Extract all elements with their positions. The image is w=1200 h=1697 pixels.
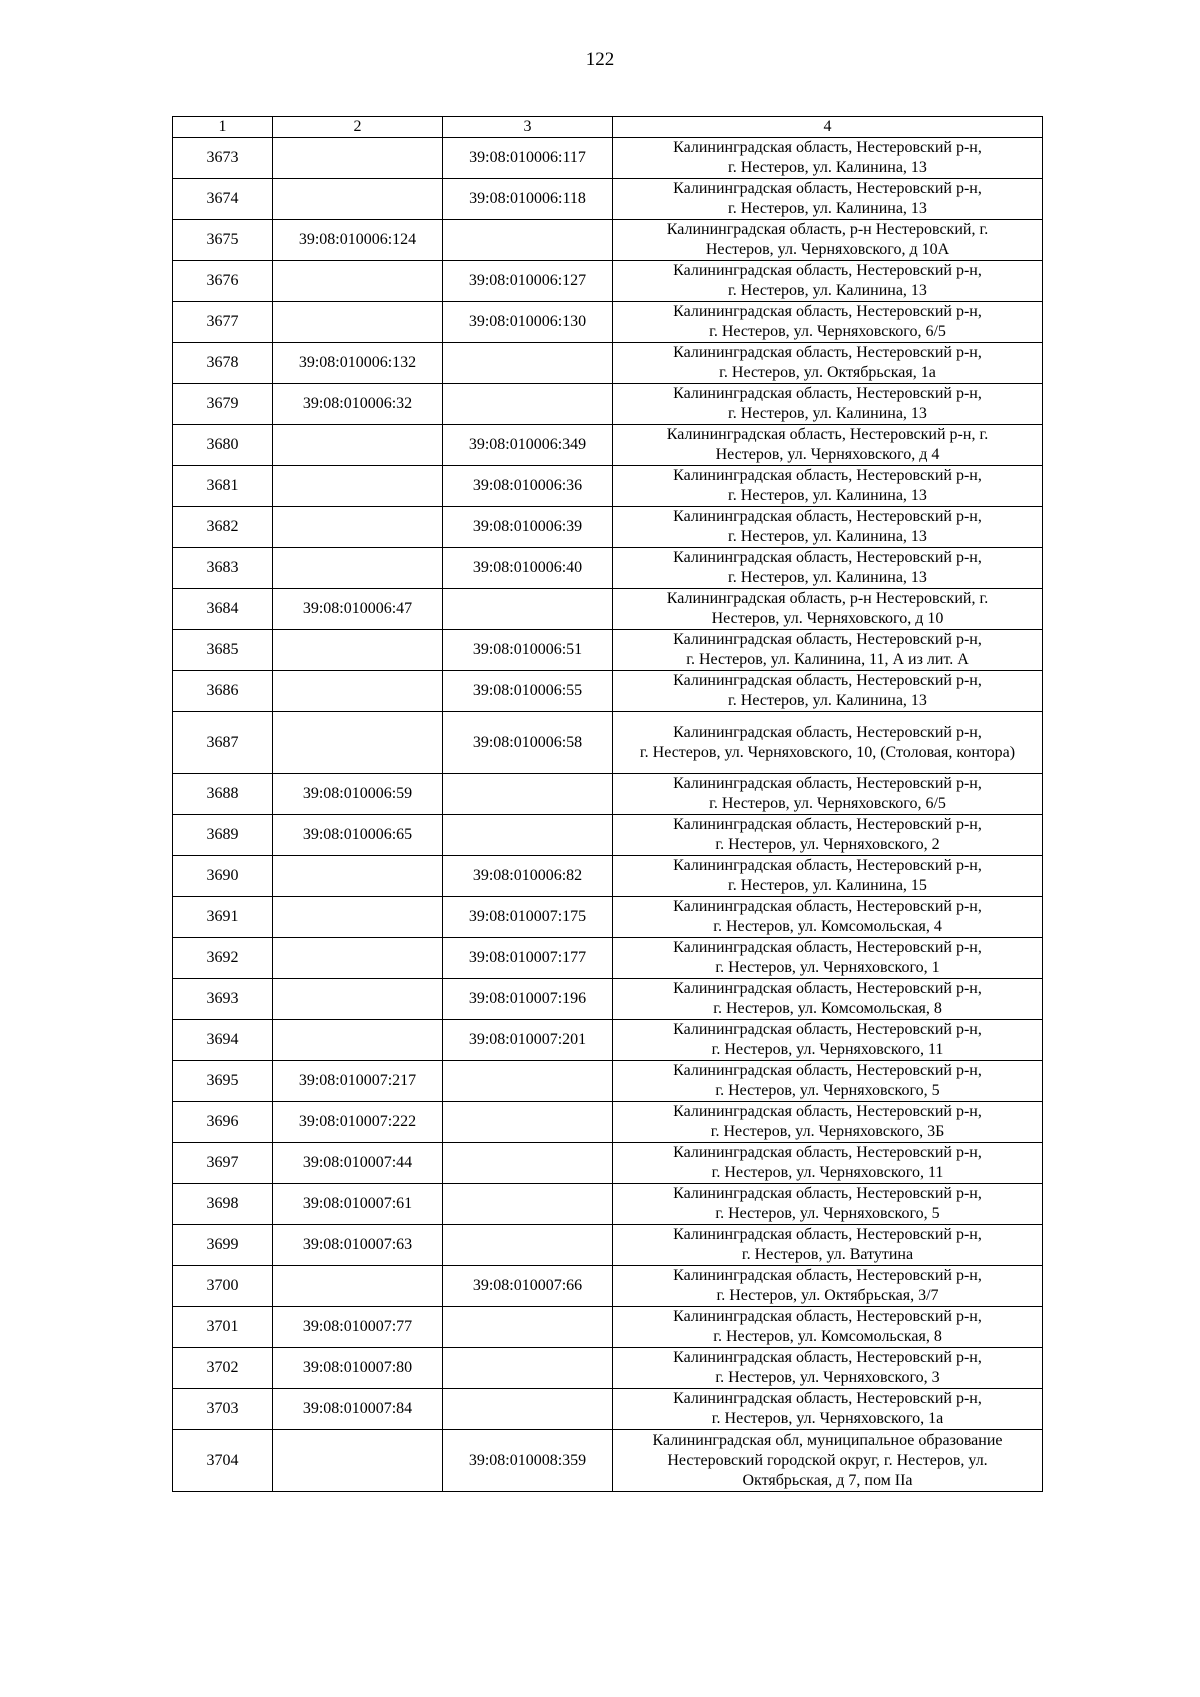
row-number-cell: 3690 (173, 856, 273, 897)
cadastral-number-cell: 39:08:010008:359 (443, 1430, 613, 1492)
column-2-cell: 39:08:010007:77 (273, 1307, 443, 1348)
address-line: г. Нестеров, ул. Калинина, 13 (728, 282, 927, 299)
table-row (173, 1061, 1043, 1102)
address-line: Калининградская область, р-н Нестеровский, г. (666, 221, 989, 238)
table-row (173, 979, 1043, 1020)
column-header-3: 3 (443, 117, 613, 138)
address-line: г. Нестеров, ул. Калинина, 13 (728, 692, 927, 709)
column-2-cell: 39:08:010006:32 (273, 384, 443, 425)
address-line: Калининградская область, Нестеровский р-н, (673, 1144, 982, 1161)
address-cell (613, 897, 1043, 938)
table-header (173, 117, 1043, 138)
address-line: Калининградская область, Нестеровский р-н, (673, 723, 982, 741)
address-line: Калининградская область, Нестеровский р-н, (673, 467, 982, 484)
cadastral-number-cell: 39:08:010007:175 (443, 897, 613, 938)
address-line: г. Нестеров, ул. Калинина, 13 (728, 200, 927, 217)
column-2-cell (273, 938, 443, 979)
address-line: г. Нестеров, ул. Калинина, 13 (728, 569, 927, 586)
column-2-cell: 39:08:010006:132 (273, 343, 443, 384)
column-2-cell (273, 712, 443, 774)
column-2-cell (273, 179, 443, 220)
table-row (173, 856, 1043, 897)
address-line: Калининградская область, Нестеровский р-н, (673, 1062, 982, 1079)
table-row (173, 220, 1043, 261)
address-cell (613, 1061, 1043, 1102)
column-2-cell (273, 1266, 443, 1307)
table-row (173, 1430, 1043, 1492)
row-number-cell: 3678 (173, 343, 273, 384)
address-cell (613, 343, 1043, 384)
column-2-cell: 39:08:010007:222 (273, 1102, 443, 1143)
address-cell (613, 938, 1043, 979)
cadastral-number-cell: 39:08:010006:39 (443, 507, 613, 548)
table-row (173, 261, 1043, 302)
registry-table (172, 116, 1043, 1492)
address-line: Калининградская область, Нестеровский р-н, (673, 1103, 982, 1120)
address-cell (613, 179, 1043, 220)
cadastral-number-cell: 39:08:010006:130 (443, 302, 613, 343)
row-number-cell: 3680 (173, 425, 273, 466)
address-line: Калининградская область, Нестеровский р-н, (673, 139, 982, 156)
address-cell (613, 856, 1043, 897)
table-row (173, 589, 1043, 630)
cadastral-number-cell: 39:08:010006:55 (443, 671, 613, 712)
address-line: Калининградская область, Нестеровский р-н, (673, 262, 982, 279)
table-row (173, 1348, 1043, 1389)
address-line: г. Нестеров, ул. Калинина, 11, А из лит. А (686, 651, 969, 668)
cadastral-number-cell: 39:08:010007:66 (443, 1266, 613, 1307)
row-number-cell: 3676 (173, 261, 273, 302)
table-row (173, 938, 1043, 979)
cadastral-number-cell (443, 1061, 613, 1102)
address-cell (613, 1143, 1043, 1184)
row-number-cell: 3673 (173, 138, 273, 179)
address-line: Нестеров, ул. Черняховского, д 4 (715, 446, 940, 463)
cadastral-number-cell: 39:08:010006:127 (443, 261, 613, 302)
address-cell (613, 630, 1043, 671)
address-line: Калининградская область, Нестеровский р-н, (673, 980, 982, 997)
row-number-cell: 3700 (173, 1266, 273, 1307)
cadastral-number-cell (443, 1389, 613, 1430)
row-number-cell: 3699 (173, 1225, 273, 1266)
cadastral-number-cell: 39:08:010006:82 (443, 856, 613, 897)
address-cell (613, 815, 1043, 856)
row-number-cell: 3684 (173, 589, 273, 630)
address-line: Калининградская область, Нестеровский р-н, (673, 180, 982, 197)
address-cell (613, 1389, 1043, 1430)
address-line: Калининградская обл, муниципальное образование (652, 1431, 1003, 1449)
address-line: г. Нестеров, ул. Октябрьская, 1а (719, 364, 936, 381)
table-row (173, 466, 1043, 507)
column-2-cell (273, 856, 443, 897)
cadastral-number-cell: 39:08:010006:36 (443, 466, 613, 507)
cadastral-number-cell (443, 220, 613, 261)
cadastral-number-cell (443, 1307, 613, 1348)
row-number-cell: 3694 (173, 1020, 273, 1061)
cadastral-number-cell (443, 1184, 613, 1225)
address-cell (613, 302, 1043, 343)
table-row (173, 1020, 1043, 1061)
address-line: Октябрьская, д 7, пом IIа (742, 1471, 913, 1489)
row-number-cell: 3701 (173, 1307, 273, 1348)
table-row (173, 1143, 1043, 1184)
row-number-cell: 3687 (173, 712, 273, 774)
address-line: Калининградская область, Нестеровский р-н, (673, 898, 982, 915)
row-number-cell: 3691 (173, 897, 273, 938)
table-row (173, 507, 1043, 548)
row-number-cell: 3682 (173, 507, 273, 548)
column-2-cell (273, 979, 443, 1020)
table-row (173, 1102, 1043, 1143)
address-line: г. Нестеров, ул. Калинина, 13 (728, 528, 927, 545)
table-row (173, 671, 1043, 712)
column-2-cell (273, 630, 443, 671)
address-line: Нестеровский городской округ, г. Нестеров, ул. (667, 1451, 988, 1469)
address-line: Калининградская область, Нестеровский р-н, (673, 857, 982, 874)
address-cell (613, 979, 1043, 1020)
row-number-cell: 3702 (173, 1348, 273, 1389)
row-number-cell: 3685 (173, 630, 273, 671)
address-cell (613, 261, 1043, 302)
address-line: г. Нестеров, ул. Комсомольская, 4 (713, 918, 942, 935)
column-2-cell: 39:08:010007:44 (273, 1143, 443, 1184)
column-2-cell (273, 507, 443, 548)
table-row (173, 815, 1043, 856)
address-line: Калининградская область, Нестеровский р-н, (673, 1185, 982, 1202)
address-line: г. Нестеров, ул. Калинина, 15 (728, 877, 927, 894)
cadastral-number-cell (443, 815, 613, 856)
address-cell (613, 507, 1043, 548)
row-number-cell: 3697 (173, 1143, 273, 1184)
address-cell (613, 466, 1043, 507)
address-cell (613, 220, 1043, 261)
table-row (173, 302, 1043, 343)
address-line: г. Нестеров, ул. Черняховского, 3 (715, 1369, 940, 1386)
cadastral-number-cell (443, 1143, 613, 1184)
address-line: г. Нестеров, ул. Ватутина (741, 1246, 914, 1263)
address-line: Калининградская область, Нестеровский р-н, (673, 672, 982, 689)
address-cell (613, 1184, 1043, 1225)
row-number-cell: 3677 (173, 302, 273, 343)
address-line: Нестеров, ул. Черняховского, д 10А (705, 241, 950, 258)
address-line: Калининградская область, Нестеровский р-н, (673, 816, 982, 833)
row-number-cell: 3683 (173, 548, 273, 589)
column-2-cell: 39:08:010006:47 (273, 589, 443, 630)
address-line: г. Нестеров, ул. Черняховского, 3Б (710, 1123, 945, 1140)
cadastral-number-cell (443, 1225, 613, 1266)
column-2-cell: 39:08:010007:217 (273, 1061, 443, 1102)
address-line: г. Нестеров, ул. Черняховского, 1 (715, 959, 940, 976)
table-row (173, 1307, 1043, 1348)
column-2-cell (273, 425, 443, 466)
column-2-cell: 39:08:010006:59 (273, 774, 443, 815)
address-cell (613, 1348, 1043, 1389)
address-line: Калининградская область, Нестеровский р-н, (673, 303, 982, 320)
table-row (173, 774, 1043, 815)
address-line: Калининградская область, Нестеровский р-н, (673, 939, 982, 956)
cadastral-number-cell: 39:08:010006:118 (443, 179, 613, 220)
address-line: г. Нестеров, ул. Калинина, 13 (728, 159, 927, 176)
table-row (173, 343, 1043, 384)
address-cell (613, 1225, 1043, 1266)
column-2-cell: 39:08:010006:124 (273, 220, 443, 261)
address-line: г. Нестеров, ул. Комсомольская, 8 (713, 1328, 942, 1345)
table-row (173, 179, 1043, 220)
row-number-cell: 3689 (173, 815, 273, 856)
column-2-cell (273, 1430, 443, 1492)
table-row (173, 712, 1043, 774)
address-line: Калининградская область, Нестеровский р-н, (673, 1226, 982, 1243)
address-cell (613, 1307, 1043, 1348)
cadastral-number-cell (443, 589, 613, 630)
column-2-cell (273, 897, 443, 938)
address-line: г. Нестеров, ул. Комсомольская, 8 (713, 1000, 942, 1017)
cadastral-number-cell: 39:08:010007:201 (443, 1020, 613, 1061)
row-number-cell: 3698 (173, 1184, 273, 1225)
table-row (173, 138, 1043, 179)
row-number-cell: 3675 (173, 220, 273, 261)
header-row (173, 117, 1043, 138)
address-line: Калининградская область, Нестеровский р-н, (673, 1308, 982, 1325)
cadastral-number-cell: 39:08:010007:177 (443, 938, 613, 979)
address-cell (613, 425, 1043, 466)
address-cell (613, 589, 1043, 630)
column-2-cell: 39:08:010006:65 (273, 815, 443, 856)
page-number: 122 (585, 49, 615, 70)
row-number-cell: 3693 (173, 979, 273, 1020)
cadastral-number-cell (443, 343, 613, 384)
cadastral-number-cell: 39:08:010006:58 (443, 712, 613, 774)
address-line: Калининградская область, Нестеровский р-н, (673, 1349, 982, 1366)
row-number-cell: 3692 (173, 938, 273, 979)
column-header-2: 2 (273, 117, 443, 138)
address-line: г. Нестеров, ул. Калинина, 13 (728, 405, 927, 422)
table-row (173, 384, 1043, 425)
address-line: г. Нестеров, ул. Октябрьская, 3/7 (716, 1287, 939, 1304)
column-2-cell: 39:08:010007:63 (273, 1225, 443, 1266)
address-cell (613, 671, 1043, 712)
row-number-cell: 3695 (173, 1061, 273, 1102)
address-cell (613, 384, 1043, 425)
table-row (173, 630, 1043, 671)
address-line: Калининградская область, Нестеровский р-н, (673, 775, 982, 792)
column-2-cell: 39:08:010007:80 (273, 1348, 443, 1389)
address-line: Калининградская область, Нестеровский р-н, (673, 1267, 982, 1284)
address-cell (613, 774, 1043, 815)
cadastral-number-cell (443, 774, 613, 815)
column-header-4: 4 (613, 117, 1043, 138)
cadastral-number-cell: 39:08:010006:349 (443, 425, 613, 466)
row-number-cell: 3674 (173, 179, 273, 220)
address-line: Калининградская область, Нестеровский р-н, (673, 1021, 982, 1038)
address-line: г. Нестеров, ул. Черняховского, 10, (Столовая, контора) (639, 743, 1016, 761)
address-line: г. Нестеров, ул. Черняховского, 6/5 (709, 323, 946, 340)
address-line: г. Нестеров, ул. Черняховского, 2 (715, 836, 940, 853)
column-2-cell (273, 1020, 443, 1061)
address-cell (613, 1020, 1043, 1061)
table-row (173, 548, 1043, 589)
address-line: г. Нестеров, ул. Черняховского, 1а (711, 1410, 944, 1427)
address-line: Калининградская область, Нестеровский р-н, (673, 508, 982, 525)
address-line: г. Нестеров, ул. Черняховского, 11 (711, 1041, 944, 1058)
cadastral-number-cell: 39:08:010006:40 (443, 548, 613, 589)
row-number-cell: 3688 (173, 774, 273, 815)
cadastral-number-cell: 39:08:010006:51 (443, 630, 613, 671)
column-header-1: 1 (173, 117, 273, 138)
column-2-cell: 39:08:010007:61 (273, 1184, 443, 1225)
column-2-cell (273, 302, 443, 343)
column-2-cell (273, 466, 443, 507)
address-line: Калининградская область, Нестеровский р-н, (673, 631, 982, 648)
row-number-cell: 3703 (173, 1389, 273, 1430)
row-number-cell: 3679 (173, 384, 273, 425)
cadastral-number-cell (443, 1102, 613, 1143)
column-2-cell: 39:08:010007:84 (273, 1389, 443, 1430)
cadastral-number-cell (443, 1348, 613, 1389)
table-body (173, 138, 1043, 1492)
column-2-cell (273, 548, 443, 589)
table-row (173, 425, 1043, 466)
table-row (173, 1266, 1043, 1307)
address-line: Калининградская область, Нестеровский р-н, (673, 549, 982, 566)
address-line: Калининградская область, Нестеровский р-н, (673, 385, 982, 402)
column-2-cell (273, 261, 443, 302)
address-cell (613, 1102, 1043, 1143)
column-2-cell (273, 671, 443, 712)
cadastral-number-cell: 39:08:010007:196 (443, 979, 613, 1020)
address-line: г. Нестеров, ул. Черняховского, 11 (711, 1164, 944, 1181)
table-row (173, 1184, 1043, 1225)
address-line: г. Нестеров, ул. Калинина, 13 (728, 487, 927, 504)
table-row (173, 1225, 1043, 1266)
address-line: Калининградская область, Нестеровский р-н, (673, 344, 982, 361)
row-number-cell: 3704 (173, 1430, 273, 1492)
cadastral-number-cell: 39:08:010006:117 (443, 138, 613, 179)
cadastral-number-cell (443, 384, 613, 425)
address-line: г. Нестеров, ул. Черняховского, 5 (715, 1205, 940, 1222)
address-line: г. Нестеров, ул. Черняховского, 5 (715, 1082, 940, 1099)
table-row (173, 1389, 1043, 1430)
address-cell (613, 1266, 1043, 1307)
table-row (173, 897, 1043, 938)
address-cell (613, 548, 1043, 589)
row-number-cell: 3696 (173, 1102, 273, 1143)
address-cell (613, 1430, 1043, 1492)
address-line: Нестеров, ул. Черняховского, д 10 (711, 610, 944, 627)
row-number-cell: 3686 (173, 671, 273, 712)
row-number-cell: 3681 (173, 466, 273, 507)
column-2-cell (273, 138, 443, 179)
address-cell (613, 138, 1043, 179)
address-line: Калининградская область, р-н Нестеровский, г. (666, 590, 989, 607)
address-line: Калининградская область, Нестеровский р-н, г. (666, 426, 989, 443)
address-cell (613, 712, 1043, 774)
address-line: г. Нестеров, ул. Черняховского, 6/5 (709, 795, 946, 812)
address-line: Калининградская область, Нестеровский р-н, (673, 1390, 982, 1407)
